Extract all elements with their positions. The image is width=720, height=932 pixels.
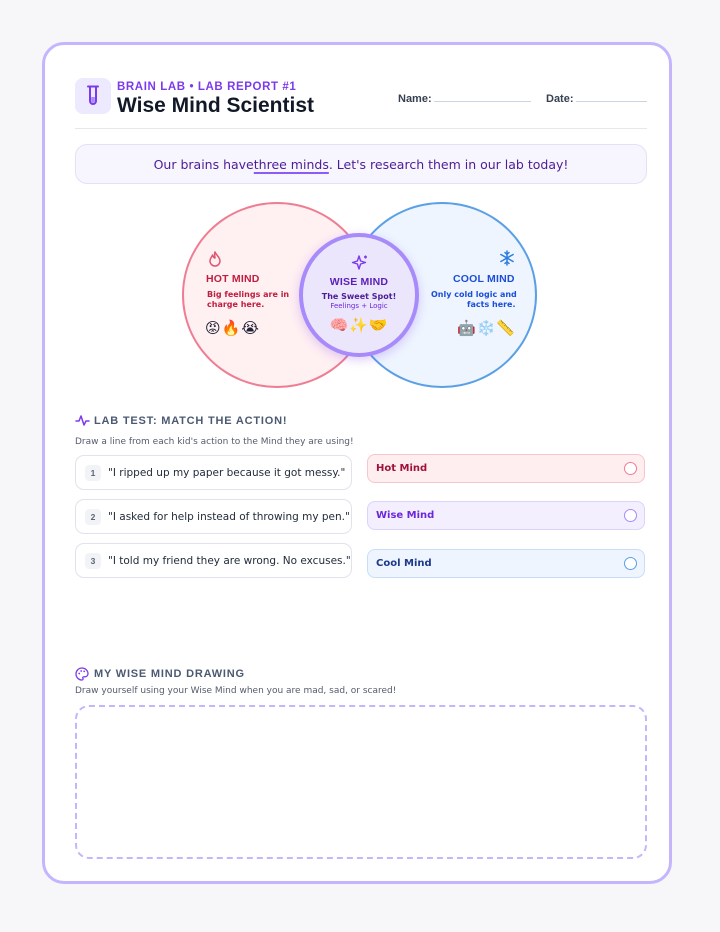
hot-mind-emojis: 😡🔥😭 — [205, 319, 260, 337]
name-field[interactable] — [434, 101, 531, 102]
action-card-3[interactable] — [75, 543, 352, 578]
cool-mind-desc-line-2: facts here. — [467, 300, 516, 309]
palette-icon — [75, 667, 89, 686]
drawing-heading: MY WISE MIND DRAWING — [94, 668, 245, 680]
mind-option-label: Hot Mind — [376, 463, 428, 474]
cool-mind-emojis: 🤖❄️📏 — [457, 319, 517, 337]
report-eyebrow: BRAIN LAB • LAB REPORT #1 — [117, 81, 297, 93]
mind-option-label: Cool Mind — [376, 558, 432, 569]
cool-mind-desc-line-1: Only cold logic and — [431, 290, 517, 299]
wise-mind-note: Feelings + Logic — [330, 302, 388, 310]
name-label: Name: — [398, 93, 432, 105]
lab-test-hint: Draw a line from each kid's action to the Mind they are using! — [75, 437, 354, 447]
wise-mind-subtitle: The Sweet Spot! — [321, 292, 397, 301]
mind-option-label: Wise Mind — [376, 510, 435, 521]
hot-mind-desc-line-1: Big feelings are in — [207, 290, 290, 299]
action-card-1[interactable] — [75, 455, 352, 490]
snowflake-icon — [499, 250, 515, 271]
intro-text-before: Our brains have — [153, 156, 254, 172]
worksheet — [42, 42, 672, 884]
header-divider — [75, 128, 647, 129]
wise-mind-emojis: 🧠✨🤝 — [329, 316, 389, 334]
hot-mind-desc-line-2: charge here. — [207, 300, 265, 309]
action-text: "I told my friend they are wrong. No excuses." — [108, 554, 351, 567]
test-tube-icon — [75, 78, 111, 114]
date-field[interactable] — [576, 101, 647, 102]
page-title: Wise Mind Scientist — [117, 94, 315, 117]
action-number: 1 — [85, 465, 101, 481]
sparkle-icon — [351, 254, 369, 277]
wise-mind-title: WISE MIND — [329, 276, 389, 288]
hot-mind-title: HOT MIND — [206, 273, 260, 285]
cool-mind-title: COOL MIND — [453, 273, 515, 285]
action-number: 3 — [85, 553, 101, 569]
intro-banner — [75, 144, 647, 184]
intro-highlight: three minds — [253, 156, 329, 172]
mind-option-wise[interactable] — [367, 501, 645, 530]
cool-mind-radio[interactable] — [624, 557, 637, 570]
date-label: Date: — [546, 93, 574, 105]
action-number: 2 — [85, 509, 101, 525]
drawing-area[interactable] — [75, 705, 647, 859]
lab-test-heading: LAB TEST: MATCH THE ACTION! — [94, 415, 288, 427]
flame-icon — [208, 251, 222, 272]
action-text: "I asked for help instead of throwing my pen." — [108, 510, 350, 523]
pulse-icon — [75, 414, 90, 432]
action-card-2[interactable] — [75, 499, 352, 534]
drawing-hint: Draw yourself using your Wise Mind when you are mad, sad, or scared! — [75, 686, 397, 696]
hot-mind-radio[interactable] — [624, 462, 637, 475]
action-text: "I ripped up my paper because it got messy." — [108, 466, 346, 479]
mind-option-hot[interactable] — [367, 454, 645, 483]
wise-mind-radio[interactable] — [624, 509, 637, 522]
mind-option-cool[interactable] — [367, 549, 645, 578]
intro-text-after: . Let's research them in our lab today! — [328, 156, 569, 172]
